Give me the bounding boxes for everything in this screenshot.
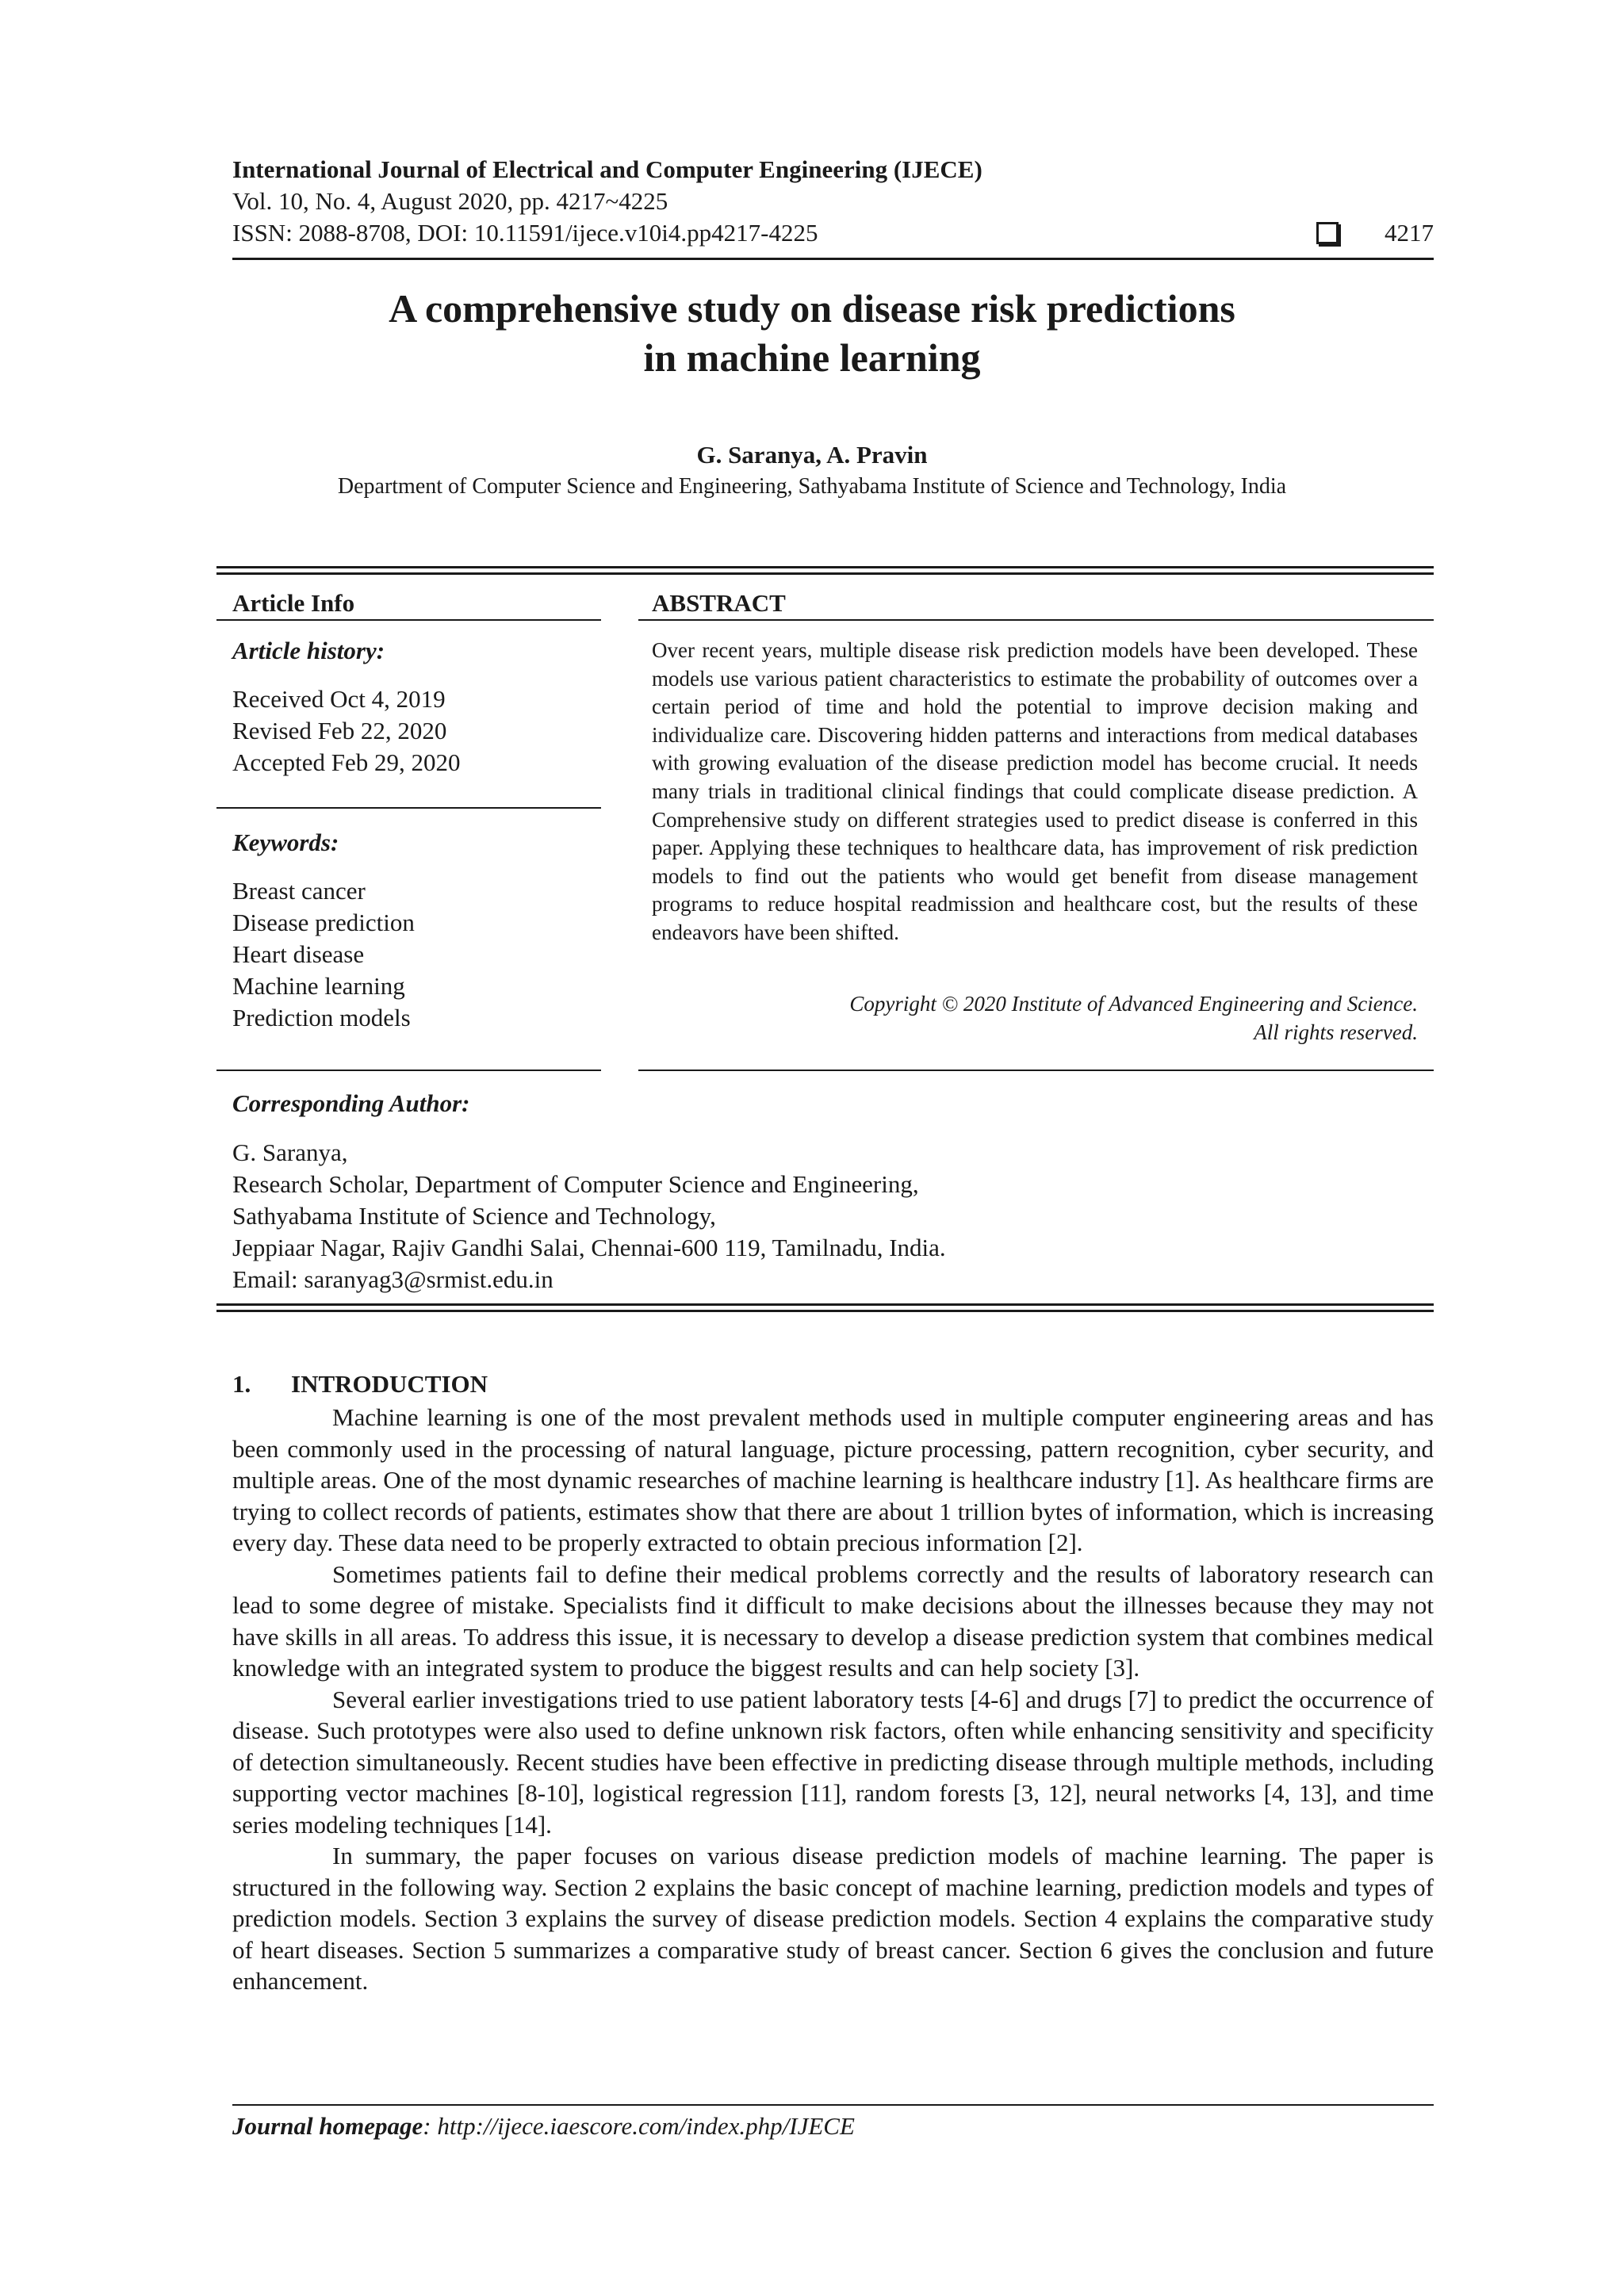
info-top-rule xyxy=(216,566,1434,568)
corresponding-institute: Sathyabama Institute of Science and Technology, xyxy=(232,1202,716,1230)
journal-homepage xyxy=(232,2112,855,2141)
affiliation: Department of Computer Science and Engineering, Sathyabama Institute of Science and Technology, India xyxy=(337,474,1287,499)
homepage-url[interactable]: : http://ijece.iaescore.com/index.php/IJECE xyxy=(423,2112,855,2140)
section-number: 1. xyxy=(232,1370,251,1398)
page-number-block xyxy=(1316,219,1434,247)
header-rule xyxy=(232,258,1434,260)
corresponding-address: Jeppiaar Nagar, Rajiv Gandhi Salai, Chennai-600 119, Tamilnadu, India. xyxy=(232,1234,946,1261)
keywords-list xyxy=(232,875,597,1034)
article-info-heading: Article Info xyxy=(232,589,355,617)
info-bottom-rule-2 xyxy=(216,1310,1434,1312)
paragraph: Machine learning is one of the most prevalent methods used in multiple computer engineering areas and has been commonly used in the processing of natural language, picture processing, pattern recognition, cyber security, and multiple areas. One of the most dynamic researches of machine learning is healthcare industry [1]. As healthcare firms are trying to collect records of patients, estimates show that there are about 1 trillion bytes of information, which is increasing every day. These data need to be properly extracted to obtain precious information [2]. xyxy=(232,1403,1434,1556)
info-top-rule-2 xyxy=(216,572,1434,575)
history-heading: Article history: xyxy=(232,637,385,664)
corresponding-heading: Corresponding Author: xyxy=(232,1089,470,1117)
keyword: Machine learning xyxy=(232,972,405,1000)
checkbox-square-icon xyxy=(1316,222,1339,244)
corresponding-details xyxy=(232,1137,946,1295)
homepage-label: Journal homepage xyxy=(232,2112,423,2140)
keyword: Prediction models xyxy=(232,1004,411,1031)
keyword: Disease prediction xyxy=(232,909,415,936)
authors: G. Saranya, A. Pravin xyxy=(696,441,928,469)
section-heading-introduction xyxy=(232,1370,488,1399)
footer-rule xyxy=(232,2104,1434,2106)
received-date: Received Oct 4, 2019 xyxy=(232,685,446,713)
copyright xyxy=(652,990,1418,1047)
paper-title-line-2: in machine learning xyxy=(643,335,981,380)
info-bottom-rule xyxy=(216,1303,1434,1306)
corresponding-name: G. Saranya, xyxy=(232,1138,348,1166)
copyright-line-1: Copyright © 2020 Institute of Advanced Engineering and Science. xyxy=(849,992,1418,1016)
abstract-rule xyxy=(638,619,1434,621)
keyword: Breast cancer xyxy=(232,877,366,905)
section-title: INTRODUCTION xyxy=(291,1370,488,1398)
volume-info: Vol. 10, No. 4, August 2020, pp. 4217~4225 xyxy=(232,187,668,215)
history-list xyxy=(232,683,597,779)
keyword: Heart disease xyxy=(232,940,365,968)
revised-date: Revised Feb 22, 2020 xyxy=(232,717,447,744)
keywords-heading: Keywords: xyxy=(232,828,339,856)
keywords-rule xyxy=(216,1070,601,1071)
issn-doi: ISSN: 2088-8708, DOI: 10.11591/ijece.v10i4.pp4217-4225 xyxy=(232,219,818,247)
introduction-body xyxy=(232,1402,1434,1997)
article-info-rule xyxy=(216,619,601,621)
paragraph: In summary, the paper focuses on various disease prediction models of machine learning. The paper is structured in the following way. Section 2 explains the basic concept of machine learning, prediction models and types of prediction models. Section 3 explains the survey of disease prediction models. Section 4 explains the comparative study of heart diseases. Section 5 summarizes a comparative study of breast cancer. Section 6 gives the conclusion and future enhancement. xyxy=(232,1842,1434,1995)
abstract-bottom-rule xyxy=(638,1070,1434,1071)
page-number: 4217 xyxy=(1385,219,1434,247)
journal-name: International Journal of Electrical and Computer Engineering (IJECE) xyxy=(232,155,982,183)
abstract-text: Over recent years, multiple disease risk prediction models have been developed. These models use various patient characteristics to estimate the probability of outcomes over a certain period of time and hold the potential to improve decision making and individualize care. Discovering hidden patterns and interactions from medical databases with growing evaluation of the disease prediction model has become crucial. It needs many trials in traditional clinical findings that could complicate disease prediction. A Comprehensive study on different strategies used to predict disease is conferred in this paper. Applying these techniques to healthcare data, has improvement of risk prediction models to find out the patients who would get benefit from disease management programs to reduce hospital readmission and healthcare cost, but the results of these endeavors have been shifted. xyxy=(652,638,1418,944)
corresponding-position: Research Scholar, Department of Computer Science and Engineering, xyxy=(232,1170,919,1198)
accepted-date: Accepted Feb 29, 2020 xyxy=(232,748,461,776)
paragraph: Sometimes patients fail to define their medical problems correctly and the results of laboratory research can lead to some degree of mistake. Specialists find it difficult to make decisions about the illnesses because they may not have skills in all areas. To address this issue, it is necessary to develop a disease prediction system that combines medical knowledge with an integrated system to produce the biggest results and can help society [3]. xyxy=(232,1559,1434,1682)
corresponding-email[interactable]: Email: saranyag3@srmist.edu.in xyxy=(232,1265,553,1293)
history-rule xyxy=(216,807,601,809)
paragraph: Several earlier investigations tried to use patient laboratory tests [4-6] and drugs [7] to predict the occurrence of disease. Such prototypes were also used to define unknown risk factors, often while enhancing sensitivity and specificity of detection simultaneously. Recent studies have been effective in predicting disease through multiple methods, including supporting vector machines [8-10], logistical regression [11], random forests [3, 12], neural networks [4, 13], and time series modeling techniques [14]. xyxy=(232,1685,1434,1839)
copyright-line-2: All rights reserved. xyxy=(1254,1020,1418,1044)
paper-title-line-1: A comprehensive study on disease risk predictions xyxy=(389,286,1235,331)
abstract-heading: ABSTRACT xyxy=(652,589,786,617)
